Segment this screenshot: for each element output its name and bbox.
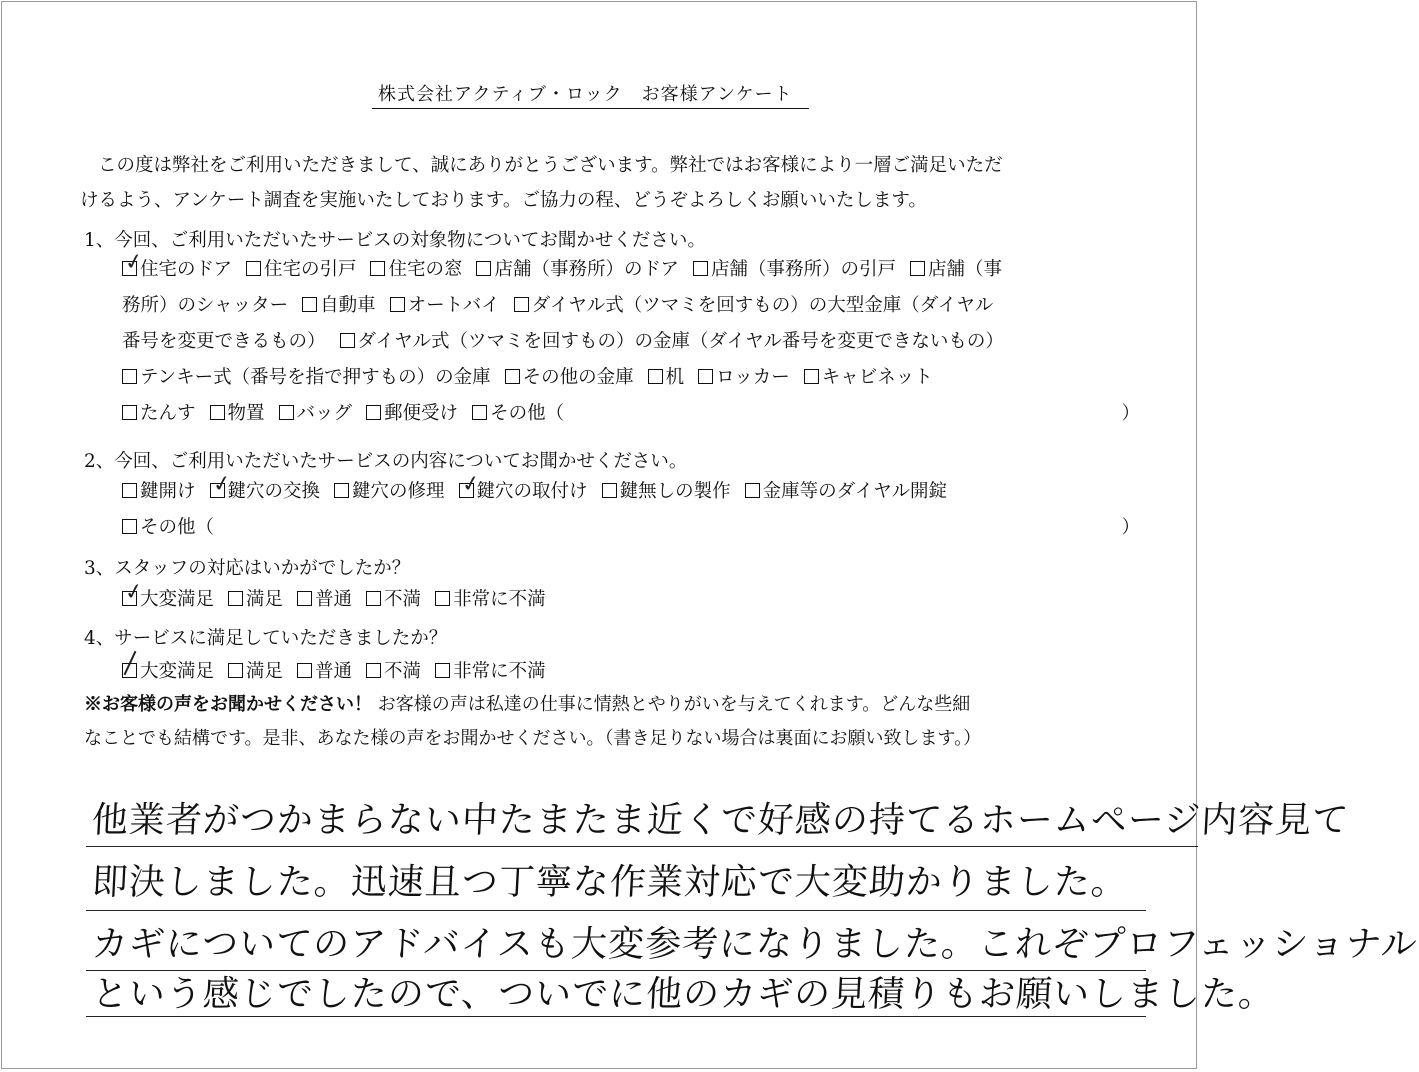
option-label: その他（ bbox=[140, 517, 215, 538]
option-item[interactable] bbox=[648, 367, 685, 388]
intro-line: この度は弊社をご利用いただきまして、誠にありがとうございます。弊社ではお客様により一層ご満足いただ bbox=[98, 155, 1003, 176]
option-row bbox=[122, 470, 1142, 510]
option-item[interactable] bbox=[472, 403, 564, 424]
handwritten-line: カギについてのアドバイスも大変参考になりました。これぞプロフェッショナル bbox=[90, 924, 1419, 965]
option-item[interactable] bbox=[122, 331, 326, 352]
option-item[interactable] bbox=[122, 661, 214, 682]
checkbox[interactable] bbox=[745, 483, 760, 498]
option-label: 大変満足 bbox=[140, 661, 215, 682]
option-item[interactable] bbox=[122, 578, 215, 610]
option-label: 不満 bbox=[384, 661, 422, 682]
checkbox[interactable] bbox=[476, 261, 491, 276]
option-item[interactable] bbox=[297, 589, 352, 610]
option-label: 非常に不満 bbox=[453, 589, 546, 610]
writing-rule bbox=[86, 910, 1146, 911]
checkbox[interactable] bbox=[602, 483, 617, 498]
option-item[interactable] bbox=[302, 295, 376, 316]
handwritten-line: という感じでしたので、ついでに他のカギの見積りもお願いしました。 bbox=[90, 974, 1277, 1015]
checkbox[interactable] bbox=[122, 483, 137, 498]
checkbox[interactable] bbox=[210, 470, 233, 499]
checkbox[interactable] bbox=[472, 405, 487, 420]
option-item[interactable] bbox=[693, 259, 896, 280]
checkbox[interactable] bbox=[648, 369, 663, 384]
option-row bbox=[122, 360, 1142, 396]
option-label: キャビネット bbox=[821, 367, 933, 388]
checkbox[interactable] bbox=[122, 369, 137, 384]
option-label: ダイヤル式（ツマミを回すもの）の金庫（ダイヤル番号を変更できないもの） bbox=[357, 331, 1004, 352]
option-label: 住宅の窓 bbox=[388, 259, 463, 280]
option-label: 郵便受け bbox=[384, 403, 459, 424]
slash-mark-icon bbox=[124, 651, 137, 675]
checkbox[interactable] bbox=[435, 591, 450, 606]
checkbox[interactable] bbox=[693, 261, 708, 276]
checkmark-icon: ✓ bbox=[459, 470, 482, 499]
option-item[interactable] bbox=[122, 248, 232, 280]
writing-rule bbox=[86, 1016, 1146, 1017]
option-item[interactable] bbox=[122, 295, 288, 316]
option-row bbox=[122, 578, 1142, 618]
option-label: 鍵無しの製作 bbox=[619, 481, 731, 502]
option-label: 物置 bbox=[227, 403, 265, 424]
option-item[interactable] bbox=[459, 470, 588, 502]
option-label: 満足 bbox=[246, 589, 284, 610]
option-row bbox=[122, 396, 1142, 432]
option-item[interactable] bbox=[246, 259, 357, 280]
option-label: 住宅のドア bbox=[140, 259, 232, 280]
voice-heading: ※お客様の声をお聞かせください！ bbox=[84, 694, 372, 715]
writing-rule bbox=[86, 846, 1198, 847]
option-item[interactable] bbox=[370, 259, 462, 280]
option-label: 務所）のシャッター bbox=[122, 295, 289, 316]
option-label: 自動車 bbox=[320, 295, 376, 316]
option-label: 金庫等のダイヤル開錠 bbox=[762, 481, 948, 502]
checkbox[interactable] bbox=[297, 591, 312, 606]
checkbox[interactable] bbox=[366, 591, 381, 606]
checkbox[interactable] bbox=[122, 663, 137, 678]
checkbox[interactable] bbox=[435, 663, 450, 678]
checkbox[interactable] bbox=[297, 663, 312, 678]
option-item[interactable] bbox=[366, 661, 421, 682]
survey-title: 株式会社アクティブ・ロック お客様アンケート bbox=[372, 80, 809, 109]
checkbox[interactable] bbox=[390, 297, 405, 312]
option-label: 普通 bbox=[315, 589, 353, 610]
checkbox[interactable] bbox=[366, 405, 381, 420]
option-item[interactable] bbox=[334, 481, 445, 502]
option-label: 鍵穴の修理 bbox=[352, 481, 445, 502]
checkbox[interactable] bbox=[122, 578, 146, 607]
handwritten-line: 即決しました。迅速且つ丁寧な作業対応で大変助かりました。 bbox=[90, 862, 1129, 903]
question-4-options bbox=[122, 654, 1142, 690]
checkbox[interactable] bbox=[505, 369, 520, 384]
option-label: バッグ bbox=[296, 403, 353, 424]
checkbox[interactable] bbox=[459, 470, 482, 499]
other-close-paren: ） bbox=[1121, 403, 1140, 424]
option-row bbox=[122, 654, 1142, 690]
checkbox[interactable] bbox=[122, 248, 146, 277]
option-item[interactable] bbox=[122, 481, 196, 502]
option-item[interactable] bbox=[602, 481, 731, 502]
option-label: 不満 bbox=[384, 589, 422, 610]
option-row bbox=[122, 248, 1142, 288]
option-item[interactable] bbox=[340, 331, 1004, 352]
option-label: 店舗（事務所）のドア bbox=[494, 259, 679, 280]
option-item[interactable] bbox=[910, 259, 1002, 280]
option-item[interactable] bbox=[297, 661, 352, 682]
option-label: 住宅の引戸 bbox=[263, 259, 357, 280]
option-label: 番号を変更できるもの） bbox=[122, 331, 326, 352]
checkbox[interactable] bbox=[910, 261, 925, 276]
option-row bbox=[122, 324, 1142, 360]
option-item[interactable] bbox=[435, 661, 546, 682]
checkbox[interactable] bbox=[228, 591, 243, 606]
option-item[interactable] bbox=[228, 589, 283, 610]
checkbox[interactable] bbox=[122, 405, 137, 420]
option-label: 机 bbox=[665, 367, 685, 388]
option-label: テンキー式（番号を指で押すもの）の金庫 bbox=[140, 367, 491, 388]
option-label: オートバイ bbox=[407, 295, 500, 316]
option-label: ダイヤル式（ツマミを回すもの）の大型金庫（ダイヤル bbox=[531, 295, 994, 316]
option-label: その他の金庫 bbox=[522, 367, 634, 388]
question-2-label: 2、今回、ご利用いただいたサービスの内容についてお聞かせください。 bbox=[84, 451, 688, 472]
option-item[interactable] bbox=[210, 470, 321, 502]
checkbox[interactable] bbox=[370, 261, 385, 276]
option-row bbox=[122, 288, 1142, 324]
checkbox[interactable] bbox=[514, 297, 529, 312]
option-item[interactable] bbox=[228, 661, 283, 682]
option-item[interactable] bbox=[279, 403, 353, 424]
option-item[interactable] bbox=[122, 403, 196, 424]
option-item[interactable] bbox=[698, 367, 790, 388]
voice-line-1: お客様の声は私達の仕事に情熱とやりがいを与えてくれます。どんな些細 bbox=[377, 694, 971, 715]
option-item[interactable] bbox=[210, 403, 265, 424]
question-3-label: 3、スタッフの対応はいかがでしたか？ bbox=[84, 558, 411, 579]
checkbox[interactable] bbox=[210, 405, 225, 420]
option-label: 満足 bbox=[246, 661, 284, 682]
checkbox[interactable] bbox=[279, 405, 294, 420]
checkbox[interactable] bbox=[122, 519, 137, 534]
option-label: 店舗（事務所）の引戸 bbox=[710, 259, 896, 280]
question-1-label: 1、今回、ご利用いただいたサービスの対象物についてお聞かせください。 bbox=[84, 230, 706, 251]
other-close-paren: ） bbox=[1121, 517, 1140, 538]
option-item[interactable] bbox=[366, 403, 458, 424]
option-item[interactable] bbox=[505, 367, 634, 388]
option-item[interactable] bbox=[804, 367, 933, 388]
voice-line-2: なことでも結構です。是非、あなた様の声をお聞かせください。（書き足りない場合は裏面にお願い致します。） bbox=[84, 728, 982, 749]
checkbox[interactable] bbox=[366, 663, 381, 678]
option-label: 鍵穴の取付け bbox=[476, 481, 588, 502]
option-label: たんす bbox=[140, 403, 196, 424]
option-label: 鍵穴の交換 bbox=[227, 481, 321, 502]
customer-voice-prompt bbox=[84, 688, 1144, 756]
checkbox[interactable] bbox=[302, 297, 317, 312]
option-item[interactable] bbox=[390, 295, 500, 316]
option-label: その他（ bbox=[490, 403, 565, 424]
option-label: 非常に不満 bbox=[453, 661, 546, 682]
question-4-label: 4、サービスに満足していただきましたか？ bbox=[84, 628, 448, 649]
question-2-options bbox=[122, 470, 1142, 546]
checkbox[interactable] bbox=[246, 261, 261, 276]
option-item[interactable] bbox=[366, 589, 421, 610]
checkmark-icon: ✓ bbox=[122, 578, 146, 607]
question-3-options bbox=[122, 578, 1142, 618]
option-item[interactable] bbox=[514, 295, 993, 316]
option-label: 大変満足 bbox=[140, 589, 215, 610]
intro-text bbox=[80, 148, 1140, 218]
question-1-options bbox=[122, 248, 1142, 432]
option-label: 普通 bbox=[315, 661, 353, 682]
option-item[interactable] bbox=[745, 481, 947, 502]
checkmark-icon: ✓ bbox=[122, 248, 146, 277]
intro-line: けるよう、アンケート調査を実施いたしております。ご協力の程、どうぞよろしくお願いいたします。 bbox=[80, 190, 927, 211]
checkmark-icon: ✓ bbox=[210, 470, 233, 499]
option-label: 店舗（事 bbox=[927, 259, 1002, 280]
checkbox[interactable] bbox=[334, 483, 349, 498]
handwritten-line: 他業者がつかまらない中たまたま近くで好感の持てるホームページ内容見て bbox=[90, 800, 1351, 841]
option-label: ロッカー bbox=[716, 367, 790, 388]
option-label: 鍵開け bbox=[140, 481, 196, 502]
option-row bbox=[122, 510, 1142, 546]
checkbox[interactable] bbox=[698, 369, 713, 384]
option-item[interactable] bbox=[122, 367, 491, 388]
option-item[interactable] bbox=[122, 517, 214, 538]
option-item[interactable] bbox=[476, 259, 678, 280]
checkbox[interactable] bbox=[340, 333, 355, 348]
option-item[interactable] bbox=[435, 589, 546, 610]
checkbox[interactable] bbox=[804, 369, 819, 384]
checkbox[interactable] bbox=[228, 663, 243, 678]
